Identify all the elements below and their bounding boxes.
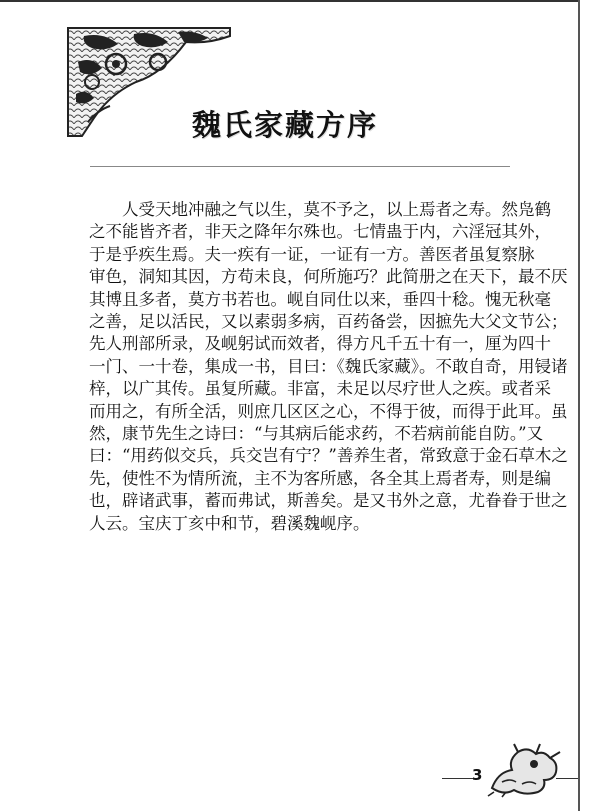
text-line: 曰：“用药似交兵，兵交岂有宁？”善养生者，常致意于金石草木之 <box>89 446 568 466</box>
page-title: 魏氏家藏方序 <box>192 108 379 142</box>
text-line: 于是乎疾生焉。夫一疾有一证，一证有一方。善医者虽复察脉 <box>89 244 535 264</box>
text-line: 然，康节先生之诗曰：“与其病后能求药，不若病前能自防。”又 <box>89 424 544 444</box>
text-line: 一门、一十卷，集成一书，目曰：《魏氏家藏》。不敢自奇，用锓诸 <box>89 356 568 376</box>
text-line: 而用之，有所全活，则庶几区区之心，不得于彼，而得于此耳。虽 <box>89 401 568 421</box>
text-line: 审色，洞知其因，方苟未良，何所施巧？此简册之在天下，最不厌 <box>89 267 568 287</box>
text-line: 梓，以广其传。虽复所藏。非富，未足以尽疗世人之疾。或者采 <box>89 379 551 399</box>
text-line: 之善，足以活民，又以素弱多病，百药备尝，因摭先大父文节公； <box>89 312 568 332</box>
title-rule <box>90 166 510 167</box>
footer-rule-right <box>556 778 578 779</box>
text-line: 也，辟诸武事，蓄而弗试，斯善矣。是又书外之意，尤眷眷于世之 <box>89 491 568 511</box>
text-line: 先，使性不为情所流，主不为客所感，各全其上焉者寿，则是编 <box>89 468 551 488</box>
text-line: 先人刑部所录，及岘躬试而效者，得方凡千五十有一，厘为四十 <box>89 334 551 354</box>
text-line: 人云。宝庆丁亥中和节，碧溪魏岘序。 <box>89 513 370 533</box>
dragon-ornament-icon <box>484 742 564 798</box>
page-number: 3 <box>472 766 483 784</box>
text-line: 人受天地冲融之气以生，莫不予之，以上焉者之寿。然凫鹤 <box>122 200 551 219</box>
text-line: 其博且多者，莫方书若也。岘自同仕以来，垂四十稔。愧无秋毫 <box>89 289 551 309</box>
page-frame-right <box>578 0 580 811</box>
preface-body <box>89 199 568 535</box>
text-line: 之不能皆齐者，非天之降年尔殊也。七情蛊于内，六淫冠其外， <box>89 222 551 242</box>
page-frame-top <box>0 0 580 2</box>
